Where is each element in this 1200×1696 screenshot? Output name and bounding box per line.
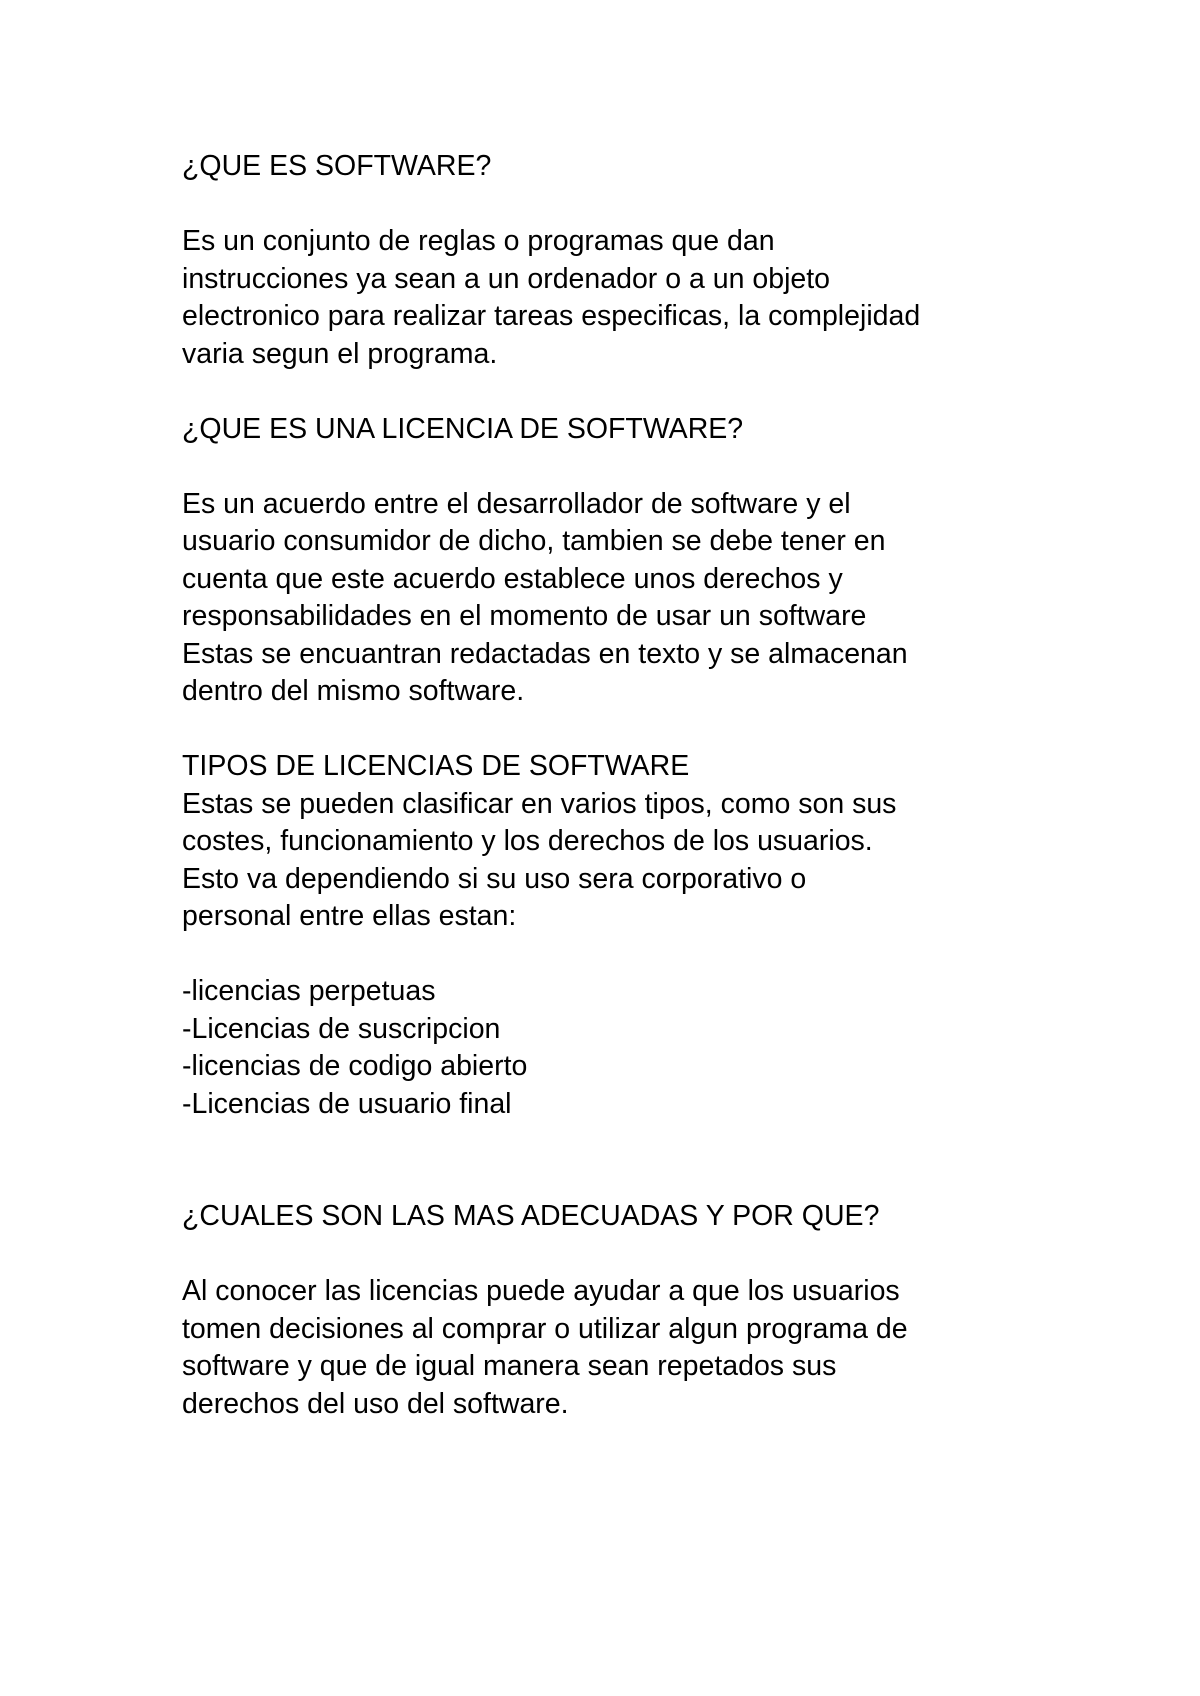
document-body	[182, 148, 1082, 1423]
paragraph-line: dentro del mismo software.	[182, 675, 525, 707]
list-item: -Licencias de usuario final	[182, 1087, 512, 1120]
paragraph-line: Estas se encuantran redactadas en texto y se almacenan	[182, 637, 908, 670]
paragraph-line: software y que de igual manera sean repetados sus	[182, 1350, 837, 1382]
heading-que-es-software: ¿QUE ES SOFTWARE?	[182, 150, 492, 182]
list-item: -licencias perpetuas	[182, 975, 436, 1007]
heading-tipos-licencias: TIPOS DE LICENCIAS DE SOFTWARE	[182, 750, 690, 782]
list-item: -Licencias de suscripcion	[182, 1012, 501, 1045]
heading-mas-adecuadas: ¿CUALES SON LAS MAS ADECUADAS Y POR QUE?	[182, 1200, 880, 1232]
paragraph-line: cuenta que este acuerdo establece unos derechos y	[182, 562, 843, 595]
paragraph-line: Estas se pueden clasificar en varios tipos, como son sus	[182, 787, 897, 820]
paragraph-line: tomen decisiones al comprar o utilizar algun programa de	[182, 1312, 908, 1345]
paragraph-definicion-licencia	[182, 486, 1082, 711]
paragraph-line: responsabilidades en el momento de usar un software	[182, 600, 867, 632]
list-item: -licencias de codigo abierto	[182, 1050, 528, 1082]
paragraph-line: Esto va dependiendo si su uso sera corporativo o	[182, 862, 807, 895]
paragraph-line: derechos del uso del software.	[182, 1387, 569, 1420]
paragraph-mas-adecuadas	[182, 1273, 1082, 1423]
paragraph-line: varia segun el programa.	[182, 337, 498, 370]
paragraph-tipos-licencias	[182, 786, 1082, 936]
license-types-list	[182, 973, 1082, 1123]
paragraph-line: usuario consumidor de dicho, tambien se debe tener en	[182, 525, 886, 557]
paragraph-definicion-software	[182, 223, 1082, 373]
paragraph-line: Al conocer las licencias puede ayudar a que los usuarios	[182, 1275, 900, 1307]
heading-licencia-software: ¿QUE ES UNA LICENCIA DE SOFTWARE?	[182, 412, 744, 445]
paragraph-line: instrucciones ya sean a un ordenador o a un objeto	[182, 262, 831, 295]
paragraph-line: Es un acuerdo entre el desarrollador de software y el	[182, 487, 851, 520]
paragraph-line: Es un conjunto de reglas o programas que dan	[182, 225, 775, 257]
paragraph-line: electronico para realizar tareas especificas, la complejidad	[182, 300, 921, 332]
paragraph-line: costes, funcionamiento y los derechos de los usuarios.	[182, 825, 873, 857]
paragraph-line: personal entre ellas estan:	[182, 900, 517, 932]
